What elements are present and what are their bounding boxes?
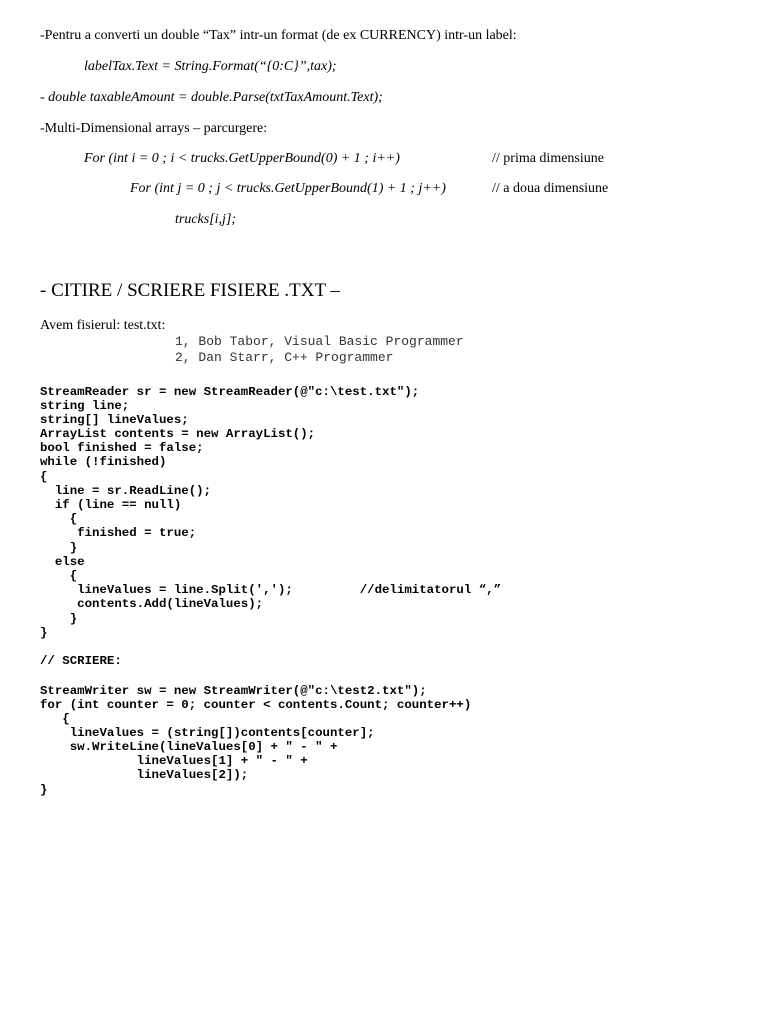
file-line-1: 1, Bob Tabor, Visual Basic Programmer bbox=[175, 334, 464, 349]
for-loop-outer: For (int i = 0 ; i < trucks.GetUpperBound(0) + 1 ; i++) bbox=[84, 151, 400, 166]
array-access: trucks[i,j]; bbox=[175, 212, 237, 227]
code-line: StreamReader sr = new StreamReader(@"c:\test.txt"); bbox=[40, 385, 420, 399]
code-line: } bbox=[40, 626, 48, 640]
code-line: lineValues = (string[])contents[counter]; bbox=[40, 726, 375, 740]
code-line: while (!finished) bbox=[40, 455, 167, 469]
intro-code-parse: - double taxableAmount = double.Parse(txtTaxAmount.Text); bbox=[40, 90, 383, 105]
file-line-2: 2, Dan Starr, C++ Programmer bbox=[175, 350, 394, 365]
code-line: string[] lineValues; bbox=[40, 413, 189, 427]
section-heading: - CITIRE / SCRIERE FISIERE .TXT – bbox=[40, 280, 340, 301]
code-line: } bbox=[40, 783, 48, 797]
code-line: contents.Add(lineValues); bbox=[40, 597, 264, 611]
code-line: sw.WriteLine(lineValues[0] + " - " + bbox=[40, 740, 338, 754]
intro-code-format: labelTax.Text = String.Format(“{0:C}”,tax); bbox=[84, 59, 337, 74]
for-loop-outer-comment: // prima dimensiune bbox=[492, 151, 604, 166]
file-label: Avem fisierul: test.txt: bbox=[40, 318, 166, 333]
code-line: { bbox=[40, 569, 78, 583]
code-line: { bbox=[40, 712, 70, 726]
intro-line-currency: -Pentru a converti un double “Tax” intr-un format (de ex CURRENCY) intr-un label: bbox=[40, 28, 517, 43]
code-line: ArrayList contents = new ArrayList(); bbox=[40, 427, 316, 441]
for-loop-inner: For (int j = 0 ; j < trucks.GetUpperBound(1) + 1 ; j++) bbox=[130, 181, 446, 196]
code-line: lineValues = line.Split(','); //delimitatorul “,” bbox=[40, 583, 502, 597]
code-line: finished = true; bbox=[40, 526, 197, 540]
code-line: { bbox=[40, 512, 78, 526]
code-line: line = sr.ReadLine(); bbox=[40, 484, 212, 498]
code-line: } bbox=[40, 541, 78, 555]
code-line: else bbox=[40, 555, 85, 569]
code-comment-scriere: // SCRIERE: bbox=[40, 654, 122, 668]
code-line: lineValues[2]); bbox=[40, 768, 249, 782]
code-line: if (line == null) bbox=[40, 498, 182, 512]
code-line: string line; bbox=[40, 399, 130, 413]
code-line: for (int counter = 0; counter < contents.Count; counter++) bbox=[40, 698, 472, 712]
code-line: } bbox=[40, 612, 78, 626]
for-loop-inner-comment: // a doua dimensiune bbox=[492, 181, 609, 196]
code-line: { bbox=[40, 470, 48, 484]
intro-line-arrays: -Multi-Dimensional arrays – parcurgere: bbox=[40, 121, 268, 136]
code-line: lineValues[1] + " - " + bbox=[40, 754, 308, 768]
code-line: bool finished = false; bbox=[40, 441, 204, 455]
code-line: StreamWriter sw = new StreamWriter(@"c:\test2.txt"); bbox=[40, 684, 427, 698]
